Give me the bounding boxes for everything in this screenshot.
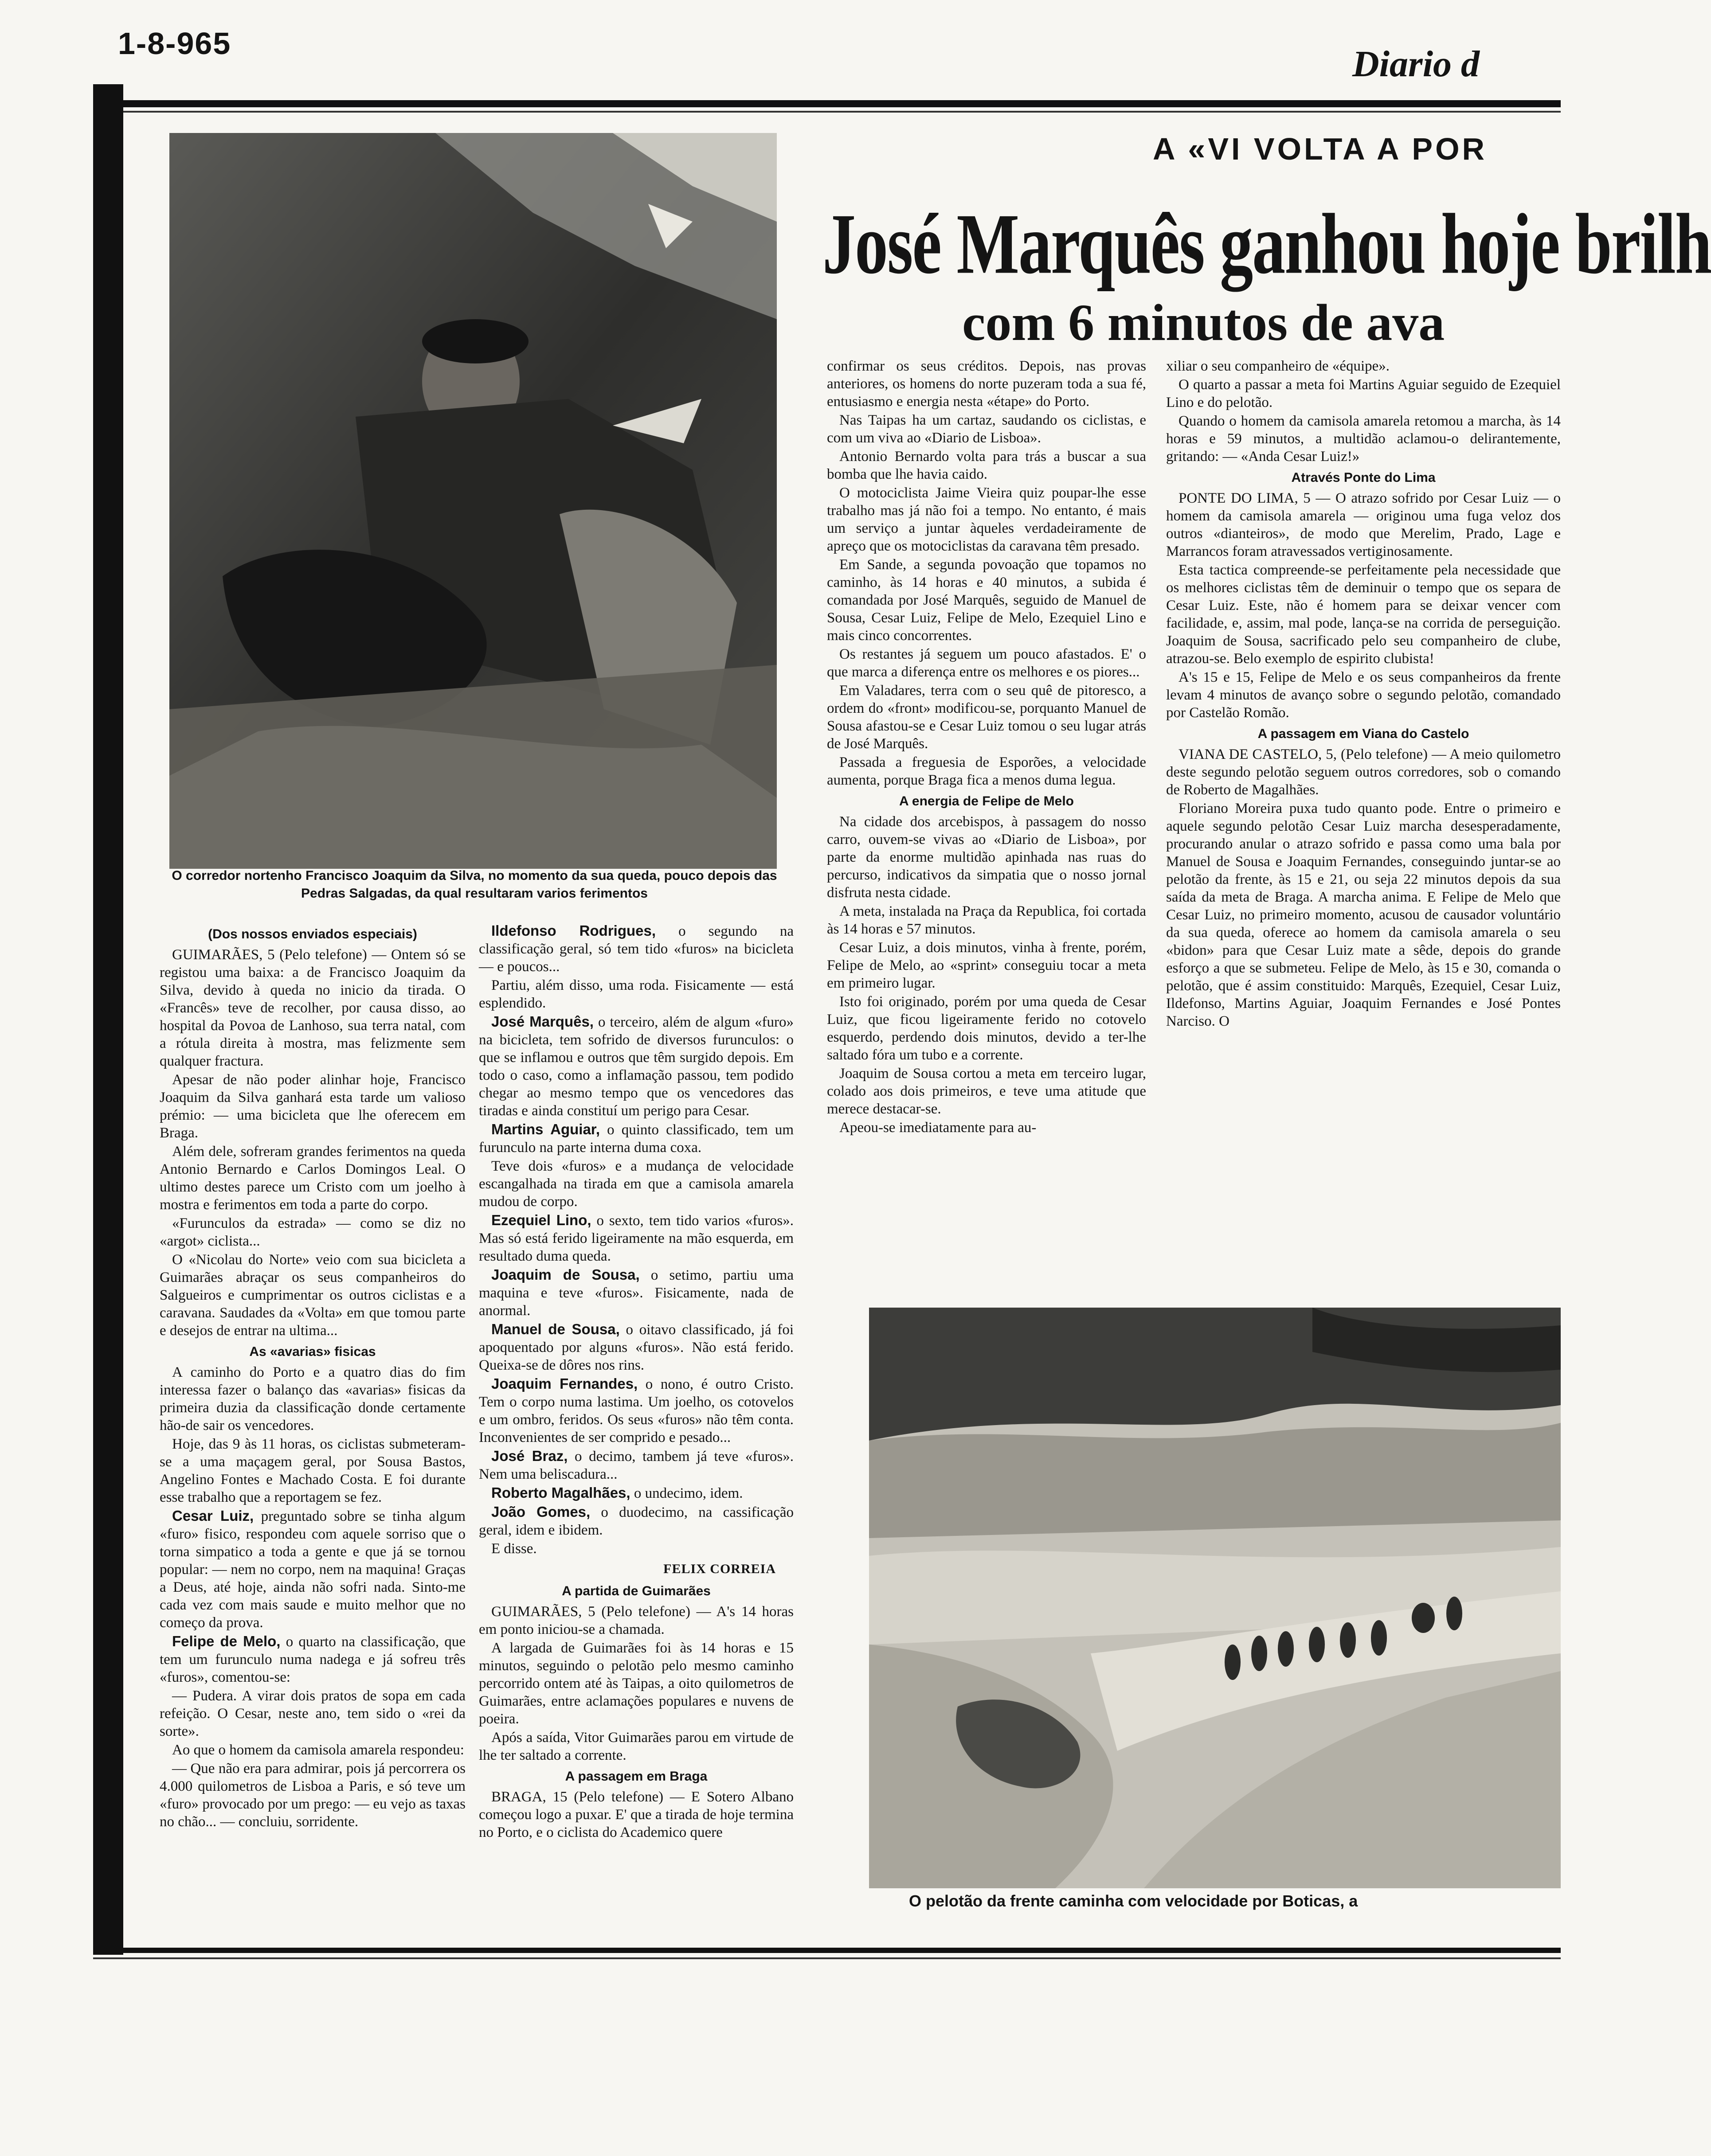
paragraph <box>479 1503 794 1539</box>
paragraph: Nas Taipas ha um cartaz, saudando os ciclistas, e com um viva ao «Diario de Lisboa». <box>827 412 1146 446</box>
paragraph: Apeou-se imediatamente para au- <box>839 1120 1037 1136</box>
rider-name: João Gomes, <box>491 1504 591 1520</box>
photo-peloton-road <box>869 1308 1561 1888</box>
paragraph: GUIMARÃES, 5 (Pelo telefone) — A's 14 horas em ponto iniciou-se a chamada. <box>479 1604 794 1637</box>
paragraph: Partiu, além disso, uma roda. Fisicamente — está esplendido. <box>479 977 794 1011</box>
section-subhead: As «avarias» fisicas <box>249 1344 376 1359</box>
top-rule-thin <box>93 111 1561 113</box>
paragraph: Além dele, sofreram grandes ferimentos na queda Antonio Bernardo e Carlos Domingos Leal. O ultimo destes parece um Cristo com um joelho à mostra e ferimentos em toda a parte do corpo. <box>160 1144 466 1213</box>
paragraph: — Pudera. A virar dois pratos de sopa em cada refeição. O Cesar, neste ano, tem sido o «rei da sorte». <box>160 1688 466 1739</box>
paragraph: Isto foi originado, porém por uma queda de Cesar Luiz, que ficou ligeiramente ferido no cotovelo esquerdo, perdendo dois minutos, devido a ter-lhe saltado fóra um tubo e a corrente. <box>827 994 1146 1063</box>
photo-caption-cyclist-fall: O corredor nortenho Francisco Joaquim da Silva, no momento da sua queda, pouco depois das Pedras Salgadas, da qual resultaram varios ferimentos <box>172 868 777 901</box>
newspaper-masthead: Diario d <box>1352 43 1480 85</box>
section-subhead: A passagem em Viana do Castelo <box>1257 726 1469 741</box>
paragraph: A's 15 e 15, Felipe de Melo e os seus companheiros da frente levam 4 minutos de avanço sobre o segundo pelotão, comandado por Castelão Romão. <box>1166 669 1561 721</box>
rider-name: Manuel de Sousa, <box>491 1321 620 1337</box>
paragraph <box>479 1211 794 1265</box>
paragraph: PONTE DO LIMA, 5 — O atrazo sofrido por Cesar Luiz — o homem da camisola amarela — originou uma fuga veloz dos outros «dianteiros», de modo que Merelim, Prado, Lage e Marrancos foram atravessados vertiginosamente. <box>1166 490 1561 559</box>
paragraph: GUIMARÃES, 5 (Pelo telefone) — Ontem só se registou uma baixa: a de Francisco Joaquim da Silva, devido à queda no inicio da tirada. O «Francês» teve de recolher, por causa disso, ao hospital da Povoa de Lanhoso, sua terra natal, com a rótula direita à mostra, mas felizmente sem qualquer fractura. <box>160 947 466 1069</box>
rider-name: Joaquim de Sousa, <box>491 1266 640 1283</box>
paragraph: Hoje, das 9 às 11 horas, os ciclistas submeteram-se a uma maçagem geral, por Sousa Bastos, Angelino Fontes e Machado Costa. E foi durante esse trabalho que a reportagem se fez. <box>160 1436 466 1505</box>
rider-name: Martins Aguiar, <box>491 1121 600 1137</box>
bottom-rule <box>93 1948 1561 1953</box>
paragraph: BRAGA, 15 (Pelo telefone) — E Sotero Albano começou logo a puxar. E' que a tirada de hoje termina no Porto, e o ciclista do Academico quere <box>479 1789 794 1840</box>
paragraph: Em Sande, a segunda povoação que topamos no caminho, às 14 horas e 40 minutos, a subida é comandada por José Marquês, seguido de Manuel de Sousa, Cesar Luiz, Felipe de Melo, Ezequiel Lino e mais cinco concorrentes. <box>827 557 1146 644</box>
article-headline: José Marquês ganhou hoje brilh <box>822 196 1711 292</box>
rider-name: Felipe de Melo, <box>172 1633 281 1649</box>
paragraph <box>160 1507 466 1632</box>
text-column-1 <box>160 922 466 1832</box>
paragraph: — Que não era para admirar, pois já percorrera os 4.000 quilometros de Lisboa a Paris, e só teve um «furo» provocado por um prego: — eu vejo as taxas no chão... — concluiu, sorridente. <box>160 1761 466 1830</box>
paragraph: O motociclista Jaime Vieira quiz poupar-lhe esse trabalho mas já não foi a tempo. No entanto, é mais um serviço a juntar àqueles verdadeiramente de apreço que os motociclistas da caravana têm presado. <box>827 485 1146 554</box>
paragraph: Teve dois «furos» e a mudança de velocidade escangalhada na tirada em que a camisola amarela mudou de corpo. <box>479 1158 794 1210</box>
paragraph <box>160 1633 466 1686</box>
section-subhead: A passagem em Braga <box>565 1769 708 1784</box>
rider-name: Cesar Luiz, <box>172 1508 254 1524</box>
photo-cyclist-fall <box>169 133 777 869</box>
section-subhead: A energia de Felipe de Melo <box>899 794 1074 808</box>
text-column-3 <box>827 357 1146 1137</box>
rider-name: Joaquim Fernandes, <box>491 1375 638 1392</box>
issue-date: 1-8-965 <box>118 26 231 61</box>
section-subhead: Através Ponte do Lima <box>1291 470 1436 485</box>
paragraph <box>479 1320 794 1374</box>
paragraph: confirmar os seus créditos. Depois, nas provas anteriores, os homens do norte puzeram toda a sua fé, entusiasmo e energia nesta «étape» do Porto. <box>827 358 1146 410</box>
paragraph-text: o setimo, partiu uma maquina e teve «furos». Fisicamente, nada de anormal. <box>479 1267 794 1319</box>
paragraph: A meta, instalada na Praça da Republica, foi cortada às 14 horas e 57 minutos. <box>827 903 1146 937</box>
paragraph: «Furunculos da estrada» — como se diz no «argot» ciclista... <box>160 1215 466 1249</box>
paragraph <box>479 922 794 976</box>
rider-name: Ildefonso Rodrigues, <box>491 922 656 939</box>
paragraph <box>479 1013 794 1120</box>
paragraph: E disse. <box>491 1541 537 1557</box>
paragraph-text: o duodecimo, na cassificação geral, idem e ibidem. <box>479 1504 794 1538</box>
paragraph: Apesar de não poder alinhar hoje, Francisco Joaquim da Silva ganhará esta tarde um valioso prémio: — uma bicicleta que lhe oferecem em Braga. <box>160 1072 466 1141</box>
paragraph: Quando o homem da camisola amarela retomou a marcha, às 14 horas e 59 minutos, a multidão aclamou-o delirantemente, gritando: — «Anda Cesar Luiz!» <box>1166 413 1561 465</box>
paragraph: Em Valadares, terra com o seu quê de pitoresco, a ordem do «front» modificou-se, porquanto Manuel de Sousa afastou-se e Cesar Luiz tomou o seu lugar atrás de José Marquês. <box>827 683 1146 752</box>
paragraph <box>479 1266 794 1320</box>
paragraph-text: o terceiro, além de algum «furo» na bicicleta, tem sofrido de diversos furunculos: o que se inflamou e outros que têm surgido depois. Em todo o caso, como a inflamação passou, tem podido chegar ao mesmo tempo que os vencedores das tiradas e ainda constituí um perigo para Cesar. <box>479 1014 794 1119</box>
paragraph: Floriano Moreira puxa tudo quanto pode. Entre o primeiro e aquele segundo pelotão Cesar Luiz marcha desesperadamente, procurando anular o atrazo sofrido e passa como uma bala por Manuel de Sousa e Joaquim Fernandes, conseguindo juntar-se ao pelotão da frente, às 15 e 21, ou seja 22 minutos depois da sua saída da meta de Braga. A marcha anima. E Felipe de Melo que Cesar Luiz, no primeiro momento, acusou de causador voluntário da sua queda, oferece ao homem da camisola amarela o seu «bidon» para que Cesar Luiz mate a sêde, depois do grande esforço a que se submeteu. Felipe de Melo, às 15 e 30, comanda o pelotão, que é assim constituido: Marquês, Ezequiel, Cesar Luiz, Ildefonso, Martins Aguiar, Joaquim Fernandes e José Pontes Narciso. O <box>1166 801 1561 1029</box>
rider-name: Ezequiel Lino, <box>491 1212 591 1228</box>
rider-name: José Marquês, <box>491 1013 594 1030</box>
paragraph: xiliar o seu companheiro de «équipe». <box>1166 358 1390 374</box>
paragraph-text: o undecimo, idem. <box>630 1485 743 1501</box>
paragraph-text: o oitavo classificado, já foi apoquentado por alguns «furos». Não está ferido. Queixa-se de dôres nos rins. <box>479 1322 794 1373</box>
paragraph-text: o decimo, tambem já teve «furos». Nem uma beliscadura... <box>479 1449 794 1482</box>
paragraph: A caminho do Porto e a quatro dias do fim interessa fazer o balanço das «avarias» fisicas da primeira duzia da classificação donde certamente hão-de sair os vencedores. <box>160 1364 466 1433</box>
text-column-4 <box>1166 357 1561 1031</box>
paragraph: Esta tactica compreende-se perfeitamente pela necessidade que os melhores ciclistas têm de deminuir o tempo que os separa de Cesar Luiz. Este, não é homem para se deixar vencer com facilidade, e, assim, mal pode, lança-se na corrida de perseguição. Joaquim de Sousa, sacrificado pelo seu companheiro de clube, atrazou-se. Belo exemplo de espirito clubista! <box>1166 562 1561 667</box>
paragraph: A largada de Guimarães foi às 14 horas e 15 minutos, seguindo o pelotão pelo mesmo caminho percorrido ontem até às Taipas, a oito quilometros de Guimarães, entre aclamações populares e nuvens de poeira. <box>479 1640 794 1727</box>
paragraph: O quarto a passar a meta foi Martins Aguiar seguido de Ezequiel Lino e do pelotão. <box>1166 377 1561 410</box>
paragraph: Na cidade dos arcebispos, à passagem do nosso carro, ouvem-se vivas ao «Diario de Lisboa», por parte da enorme multidão apinhada nas ruas do percurso, indicativos da simpatia que o nosso jornal disfruta nesta cidade. <box>827 814 1146 901</box>
section-subhead: A partida de Guimarães <box>562 1584 711 1598</box>
paragraph: Ao que o homem da camisola amarela respondeu: <box>172 1742 464 1758</box>
text-column-2 <box>479 922 794 1842</box>
byline: (Dos nossos enviados especiais) <box>208 927 417 941</box>
paragraph: Os restantes já seguem um pouco afastados. E' o que marca a diferença entre os melhores e os piores... <box>827 646 1146 680</box>
photo-caption-peloton: O pelotão da frente caminha com velocidade por Boticas, a <box>909 1892 1358 1910</box>
paragraph: Cesar Luiz, a dois minutos, vinha à frente, porém, Felipe de Melo, ao «sprint» conseguiu tocar a meta em primeiro lugar. <box>827 940 1146 991</box>
author-signature: FELIX CORREIA <box>663 1562 776 1576</box>
photo-cyclist-fall-image <box>169 133 777 869</box>
paragraph-text: o segundo na classificação geral, só tem tido «furos» na bicicleta — e poucos... <box>479 923 794 975</box>
paragraph: VIANA DE CASTELO, 5, (Pelo telefone) — A meio quilometro deste segundo pelotão seguem outros corredores, sob o comando de Roberto de Magalhães. <box>1166 746 1561 798</box>
rider-name: José Braz, <box>491 1448 568 1464</box>
paragraph: Após a saída, Vitor Guimarães parou em virtude de lhe ter saltado a corrente. <box>479 1730 794 1763</box>
paragraph <box>479 1447 794 1483</box>
paragraph <box>479 1121 794 1156</box>
paragraph-text: o quinto classificado, tem um furunculo na parte interna duma coxa. <box>479 1122 794 1156</box>
paragraph-text: o quarto na classificação, que tem um furunculo numa nadega e já sofreu três «furos», comentou-se: <box>160 1634 466 1685</box>
paragraph-text: o sexto, tem tido varios «furos». Mas só está ferido ligeiramente na mão esquerda, em resultado duma queda. <box>479 1213 794 1264</box>
paragraph-text: preguntado sobre se tinha algum «furo» fisico, respondeu com aquele sorriso que o torna simpatico a toda a gente e que já se tornou popular: — nem no corpo, nem na maquina! Graças a Deus, até hoje, ainda não sofri nada. Sinto-me cada vez com mais saude e muito melhor que no começo da prova. <box>160 1508 466 1631</box>
paragraph <box>479 1375 794 1446</box>
paragraph <box>479 1484 794 1502</box>
bottom-rule-thin <box>93 1957 1561 1959</box>
article-subheadline: com 6 minutos de ava <box>962 293 1445 352</box>
article-kicker: A «VI VOLTA A POR <box>1153 132 1488 166</box>
paragraph: O «Nicolau do Norte» veio com sua bicicleta a Guimarães abraçar os seus companheiros do Salgueiros e cumprimentar os outros ciclistas e a caravana. Saudades da «Volta» em que tomou parte e desejos de entrar na ultima... <box>160 1252 466 1339</box>
rider-name: Roberto Magalhães, <box>491 1484 630 1501</box>
top-rule <box>93 100 1561 107</box>
paragraph: Antonio Bernardo volta para trás a buscar a sua bomba que lhe havia caido. <box>827 449 1146 482</box>
left-margin-bar <box>93 84 123 1955</box>
paragraph: Joaquim de Sousa cortou a meta em terceiro lugar, colado aos dois primeiros, e teve uma atitude que merece destacar-se. <box>827 1066 1146 1117</box>
paragraph: Passada a freguesia de Esporões, a velocidade aumenta, porque Braga fica a menos duma legua. <box>827 754 1146 788</box>
photo-peloton-road-image <box>869 1308 1561 1888</box>
paragraph-text: o nono, é outro Cristo. Tem o corpo numa lastima. Um joelho, os cotovelos e um ombro, feridos. Os seus «furos» não têm conta. Inconvenientes de ser comprido e pesado... <box>479 1376 794 1445</box>
